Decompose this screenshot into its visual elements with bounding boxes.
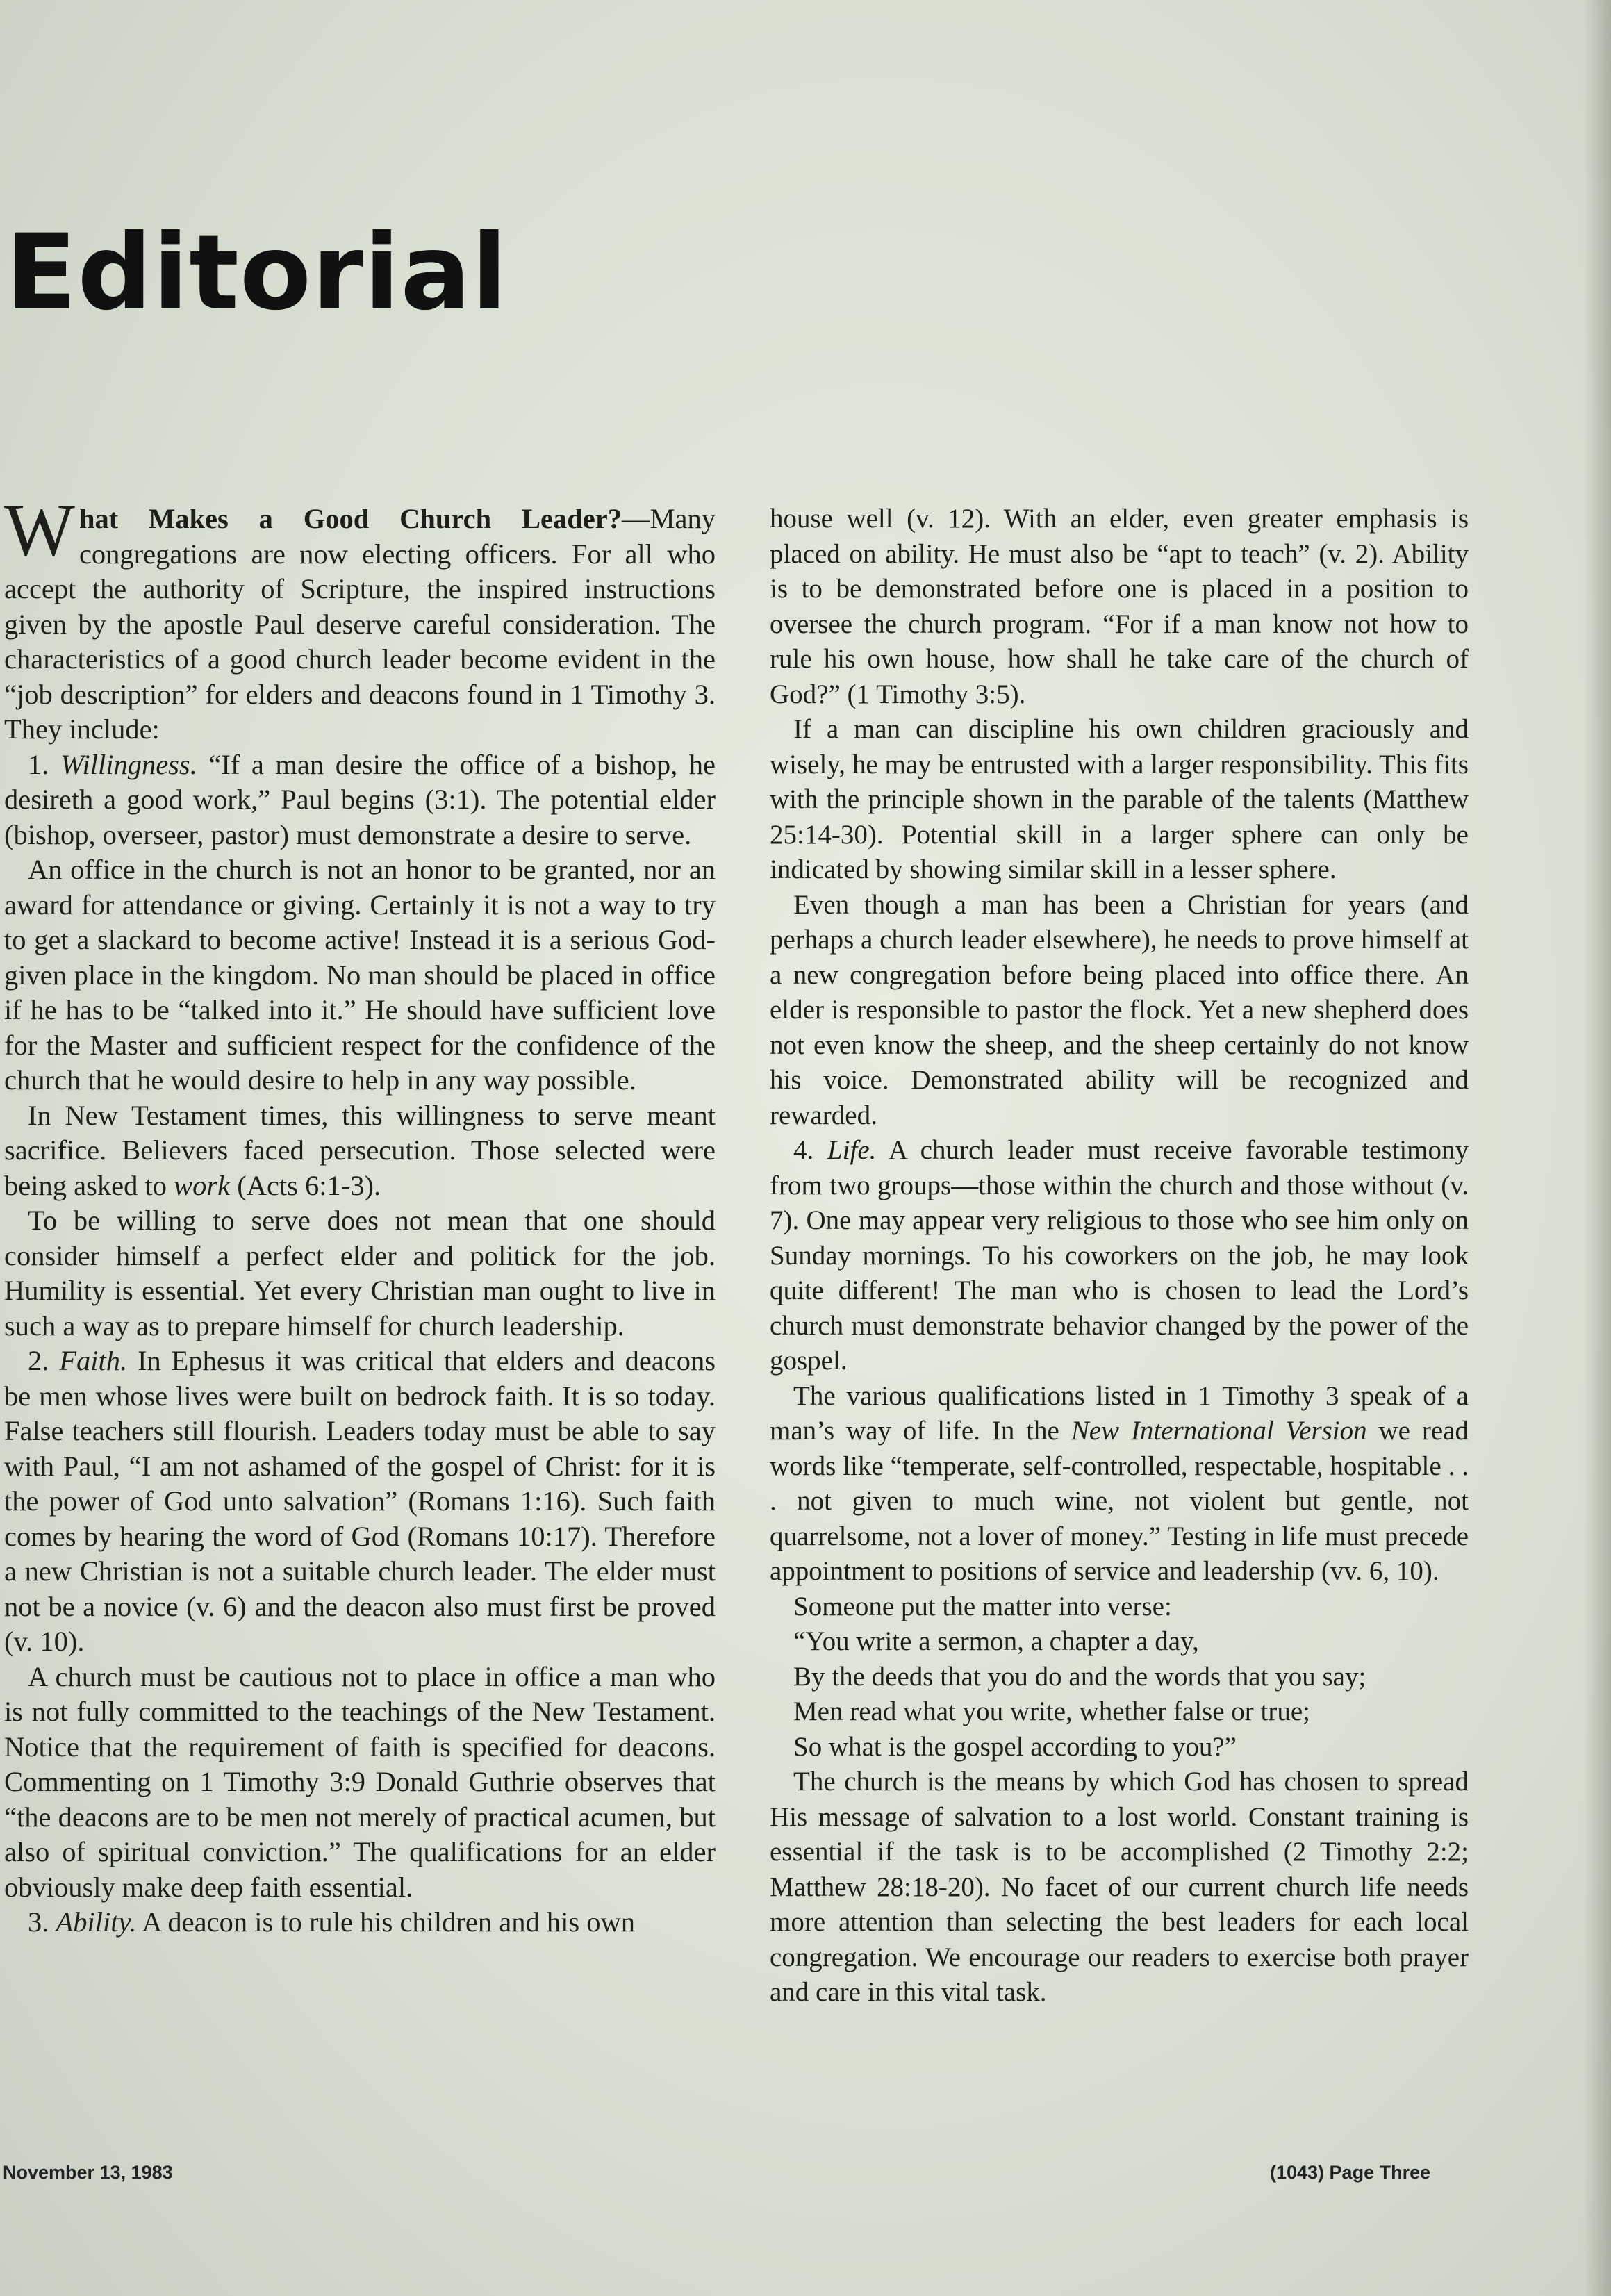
item-number: 4.	[793, 1135, 827, 1165]
page-edge-shadow	[1583, 0, 1611, 2296]
item-number: 3.	[28, 1906, 56, 1938]
paragraph-text: we read words like “temperate, self-controlled, respectable, hospitable . . . not given to much wine, not violent but gentle, not quarrelsome, not a lover of money.” Testing in life must precede appointment to positions of service and leadership (vv. 6, 10).	[770, 1416, 1469, 1586]
paragraph-text: “If a man desire the office of a bishop, he desireth a good work,” Paul begins (3:1). The potential elder (bishop, overseer, pastor) must demonstrate a desire to serve.	[4, 748, 716, 850]
paragraph	[4, 1344, 716, 1660]
paragraph	[4, 1905, 716, 1940]
paragraph: Someone put the matter into verse:	[793, 1591, 1172, 1621]
item-label: Willingness.	[60, 748, 197, 780]
paragraph-text: In Ephesus it was critical that elders and deacons be men whose lives were built on bedrock faith. It is so today. False teachers still flourish. Leaders today must be able to say with Paul, “I am not ashamed of the gospel of Christ: for it is the power of God unto salvation” (Romans 1:16). Such faith comes by hearing the word of God (Romans 10:17). Therefore a new Christian is not a suitable church leader. The elder must not be a novice (v. 6) and the deacon also must first be proved (v. 10).	[4, 1345, 716, 1657]
verse-line: By the deeds that you do and the words that you say;	[793, 1661, 1366, 1692]
emphasis: work	[174, 1169, 231, 1201]
paragraph-text: In New Testament times, this willingness to serve meant sacrifice. Believers faced persecution. Those selected were being asked to	[4, 1099, 716, 1201]
paragraph	[770, 1379, 1469, 1589]
left-column	[4, 489, 716, 1940]
paragraph: If a man can discipline his own children graciously and wisely, he may be entrusted with a larger responsibility. This fits with the principle shown in the parable of the talents (Matthew 25:14-30). Potential skill in a larger sphere can only be indicated by showing similar skill in a lesser sphere.	[770, 714, 1469, 884]
verse-line: “You write a sermon, a chapter a day,	[793, 1626, 1199, 1656]
paragraph: To be willing to serve does not mean that one should consider himself a perfect elder and politick for the job. Humility is essential. Yet every Christian man ought to live in such a way as to prepare himself for church leadership.	[4, 1205, 716, 1341]
paragraph-text: The various qualifications listed in 1 Timothy 3 speak of a man’s way of life. In the	[770, 1380, 1469, 1446]
paragraph-text: A deacon is to rule his children and his own	[136, 1906, 636, 1938]
paragraph: Even though a man has been a Christian for years (and perhaps a church leader elsewhere), he needs to prove himself at a new congregation before being placed into office there. An elder is responsible to pastor the flock. Yet a new shepherd does not even know the sheep, and the sheep certainly do not know his voice. Demonstrated ability will be recognized and rewarded.	[770, 889, 1469, 1130]
paragraph	[770, 1133, 1469, 1379]
issue-date: November 13, 1983	[3, 2162, 173, 2183]
paragraph: house well (v. 12). With an elder, even greater emphasis is placed on ability. He must also be “apt to teach” (v. 2). Ability is to be demonstrated before one is placed in a position to oversee the church program. “For if a man know not how to rule his own house, how shall he take care of the church of God?” (1 Timothy 3:5).	[770, 504, 1469, 709]
paragraph	[4, 748, 716, 853]
paragraph-text: —Many congregations are now electing officers. For all who accept the authority of Scripture, the inspired instructions given by the apostle Paul deserve careful consideration. The characteristics of a good church leader become evident in the “job description” for elders and deacons found in 1 Timothy 3. They include:	[4, 503, 716, 745]
page-number: (1043) Page Three	[1270, 2162, 1431, 2183]
verse-block	[770, 1624, 1469, 1765]
emphasis: New International Version	[1071, 1416, 1367, 1446]
drop-cap: W	[4, 489, 75, 572]
verse-line: Men read what you write, whether false or true;	[793, 1696, 1310, 1726]
paragraph-text: A church leader must receive favorable testimony from two groups—those within the church and those without (v. 7). One may appear very religious to those who see him only on Sunday mornings. To his coworkers on the job, he may look quite different! The man who is chosen to lead the Lord’s church must demonstrate behavior changed by the power of the gospel.	[770, 1135, 1469, 1376]
item-label: Faith.	[59, 1345, 128, 1376]
item-label: Ability.	[56, 1906, 137, 1938]
item-number: 1.	[28, 748, 60, 780]
paragraph: A church must be cautious not to place in office a man who is not fully committed to the teachings of the New Testament. Notice that the requirement of faith is specified for deacons. Commenting on 1 Timothy 3:9 Donald Guthrie observes that “the deacons are to be men not merely of practical acumen, but also of spiritual conviction.” The qualifications for an elder obviously make deep faith essential.	[4, 1660, 716, 1903]
paragraph	[4, 489, 716, 748]
verse-line: So what is the gospel according to you?”	[793, 1731, 1237, 1762]
paragraph-text: (Acts 6:1-3).	[230, 1169, 381, 1201]
item-label: Life.	[827, 1135, 877, 1165]
paragraph: An office in the church is not an honor to be granted, nor an award for attendance or giving. Certainly it is not a way to try to get a slackard to become active! Instead it is a serious God-given place in the kingdom. No man should be placed in office if he has to be “talked into it.” He should have sufficient love for the Master and sufficient respect for the confidence of the church that he would desire to help in any way possible.	[4, 854, 716, 1096]
article-heading: hat Makes a Good Church Leader?	[79, 503, 622, 534]
page-title: Editorial	[6, 213, 509, 333]
paragraph	[4, 1098, 716, 1204]
right-column	[770, 502, 1469, 2010]
paragraph: The church is the means by which God has chosen to spread His message of salvation to a lost world. Constant training is essential if the task is to be accomplished (2 Timothy 2:2; Matthew 28:18-20). No facet of our current church life needs more attention than selecting the best leaders for each local congregation. We encourage our readers to exercise both prayer and care in this vital task.	[770, 1767, 1469, 2007]
item-number: 2.	[28, 1345, 60, 1376]
